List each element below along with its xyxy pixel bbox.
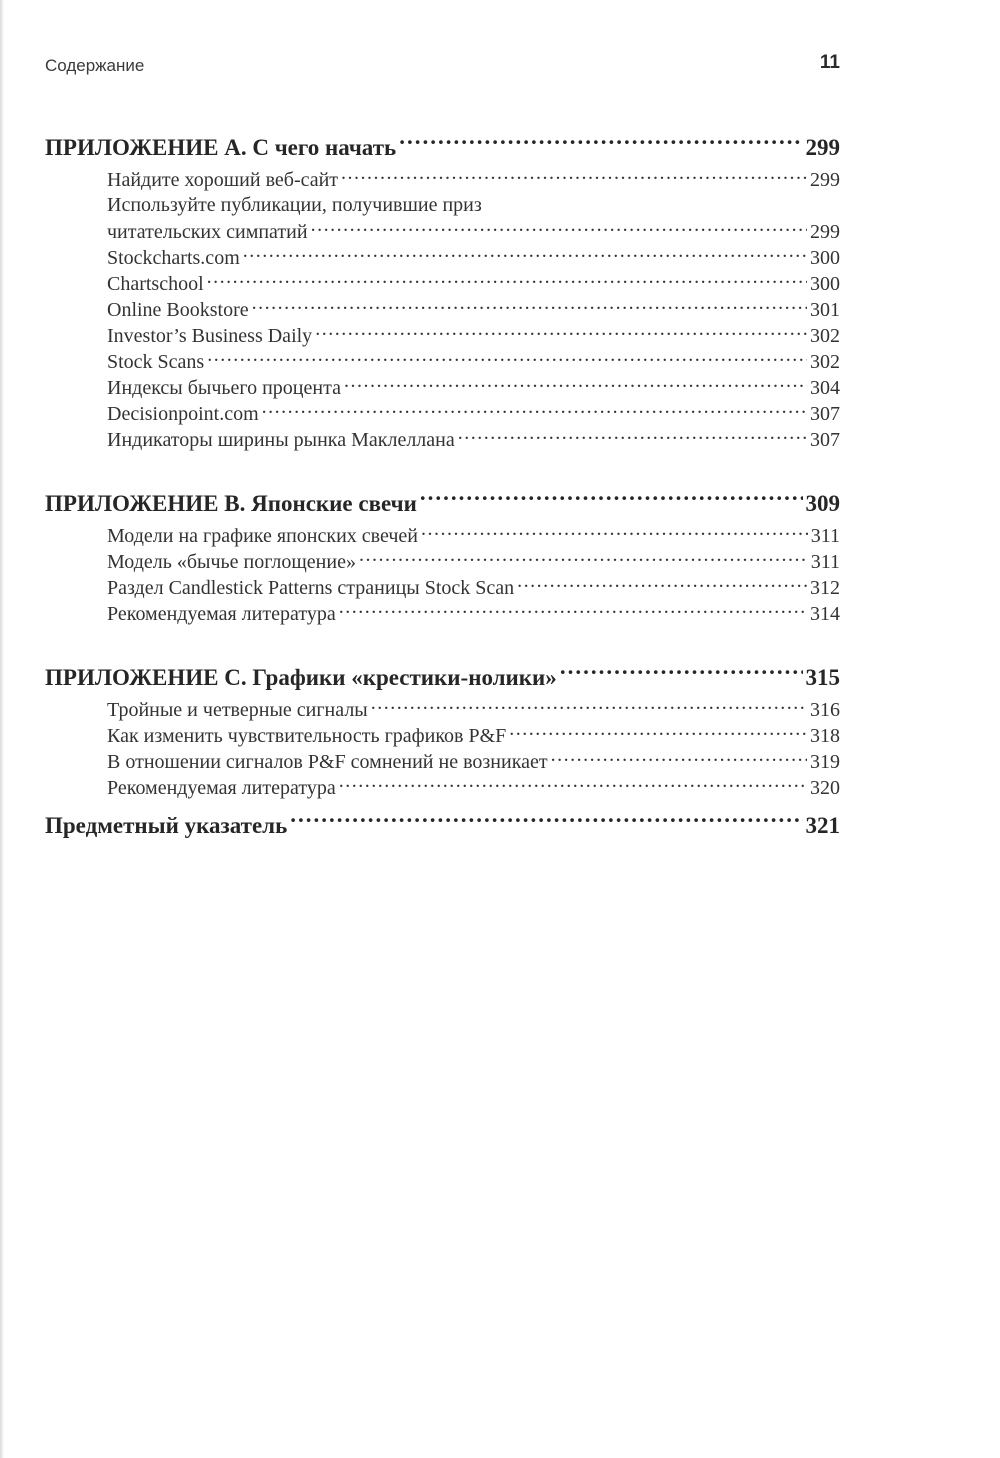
- toc-entry-title: Рекомендуемая литература: [107, 603, 336, 625]
- toc-entry: [45, 270, 840, 296]
- toc-entry: [45, 322, 840, 348]
- toc-entry-title: Модель «бычье поглощение»: [107, 551, 356, 573]
- toc-entry: [45, 774, 840, 800]
- dot-leader: [560, 662, 803, 685]
- table-of-contents: [45, 130, 840, 844]
- dot-leader: [311, 218, 807, 238]
- dot-leader: [458, 426, 807, 446]
- toc-entry: [45, 244, 840, 270]
- toc-entry: [45, 426, 840, 452]
- page-number: 11: [819, 52, 840, 73]
- section-spacer: [45, 626, 840, 660]
- toc-entry: [45, 400, 840, 426]
- dot-leader: [371, 696, 807, 716]
- toc-entry-title: Тройные и четверные сигналы: [107, 699, 368, 721]
- toc-entry-page: 300: [810, 273, 840, 295]
- toc-entry-page: 302: [810, 351, 840, 373]
- toc-entry: [45, 522, 840, 548]
- toc-entry: [45, 218, 840, 244]
- toc-entry: [45, 348, 840, 374]
- dot-leader: [252, 296, 807, 316]
- dot-leader: [551, 748, 807, 768]
- toc-entry-page: 311: [810, 525, 840, 547]
- toc-entry-page: 304: [810, 377, 840, 399]
- toc-entry: [45, 696, 840, 722]
- dot-leader: [339, 774, 807, 794]
- toc-entry-page: 307: [810, 403, 840, 425]
- dot-leader: [207, 348, 807, 368]
- toc-entry-page: 314: [810, 603, 840, 625]
- toc-entry-line1: [45, 192, 840, 218]
- toc-main-title: ПРИЛОЖЕНИЕ C. Графики «крестики-нолики»: [45, 665, 557, 690]
- toc-entry-title-line1: Используйте публикации, получившие приз: [107, 194, 482, 216]
- toc-entry-page: 318: [810, 725, 840, 747]
- toc-entry-title: В отношении сигналов P&F сомнений не возникает: [107, 751, 548, 773]
- toc-main-entry: [45, 808, 840, 844]
- toc-entry: [45, 722, 840, 748]
- toc-entry-title: Индексы бычьего процента: [107, 377, 341, 399]
- toc-section-appendix-c: [45, 660, 840, 800]
- dot-leader: [339, 600, 807, 620]
- toc-main-page: 309: [805, 491, 840, 516]
- toc-entry: [45, 296, 840, 322]
- toc-entry-page: 299: [810, 221, 840, 243]
- toc-entry-title: Индикаторы ширины рынка Маклеллана: [107, 429, 455, 451]
- toc-entry-page: 311: [810, 551, 840, 573]
- toc-entry: [45, 574, 840, 600]
- toc-entry: [45, 600, 840, 626]
- toc-entry-title: Stockcharts.com: [107, 247, 240, 269]
- toc-entry: [45, 166, 840, 192]
- toc-entry-title: Chartschool: [107, 273, 204, 295]
- section-spacer: [45, 800, 840, 808]
- toc-main-page: 299: [805, 135, 840, 160]
- dot-leader: [359, 548, 808, 568]
- toc-main-entry: [45, 486, 840, 522]
- toc-main-page: 315: [805, 665, 840, 690]
- toc-entry-page: 299: [810, 169, 840, 191]
- dot-leader: [243, 244, 807, 264]
- dot-leader: [207, 270, 807, 290]
- toc-entry-title: Модели на графике японских свечей: [107, 525, 418, 547]
- running-title: Содержание: [45, 56, 145, 75]
- running-header: [45, 52, 840, 80]
- toc-entry-page: 316: [810, 699, 840, 721]
- toc-entry-title: Раздел Candlestick Patterns страницы Stock Scan: [107, 577, 515, 599]
- toc-entry-page: 320: [810, 777, 840, 799]
- toc-entry-title: Online Bookstore: [107, 299, 249, 321]
- toc-main-page: 321: [805, 813, 840, 838]
- toc-entry-title: Investor’s Business Daily: [107, 325, 313, 347]
- dot-leader: [341, 166, 807, 186]
- toc-entry-page: 301: [810, 299, 840, 321]
- toc-entry-title: Рекомендуемая литература: [107, 777, 336, 799]
- toc-entry-page: 319: [810, 751, 840, 773]
- dot-leader: [399, 132, 802, 155]
- toc-main-title: ПРИЛОЖЕНИЕ А. С чего начать: [45, 135, 397, 160]
- dot-leader: [315, 322, 807, 342]
- toc-entry: [45, 548, 840, 574]
- toc-entry-title: Stock Scans: [107, 351, 205, 373]
- dot-leader: [290, 810, 802, 833]
- toc-entry-title: Как изменить чувствительность графиков P&F: [107, 725, 507, 747]
- toc-entry-title: Decisionpoint.com: [107, 403, 259, 425]
- toc-entry: [45, 374, 840, 400]
- toc-main-entry: [45, 660, 840, 696]
- toc-entry-page: 312: [810, 577, 840, 599]
- toc-main-entry: [45, 130, 840, 166]
- dot-leader: [509, 722, 807, 742]
- dot-leader: [420, 488, 803, 511]
- page-edge: [0, 0, 4, 1458]
- section-spacer: [45, 452, 840, 486]
- dot-leader: [262, 400, 807, 420]
- dot-leader: [344, 374, 807, 394]
- toc-entry-page: 307: [810, 429, 840, 451]
- toc-section-index: [45, 808, 840, 844]
- dot-leader: [421, 522, 808, 542]
- dot-leader: [517, 574, 807, 594]
- toc-section-appendix-a: [45, 130, 840, 452]
- toc-entry: [45, 748, 840, 774]
- toc-entry-title: Найдите хороший веб-сайт: [107, 169, 339, 191]
- toc-section-appendix-b: [45, 486, 840, 626]
- toc-main-title: ПРИЛОЖЕНИЕ B. Японские свечи: [45, 491, 417, 516]
- toc-entry-page: 300: [810, 247, 840, 269]
- toc-entry-title: читательских симпатий: [107, 221, 308, 243]
- toc-main-title: Предметный указатель: [45, 813, 288, 838]
- toc-entry-page: 302: [810, 325, 840, 347]
